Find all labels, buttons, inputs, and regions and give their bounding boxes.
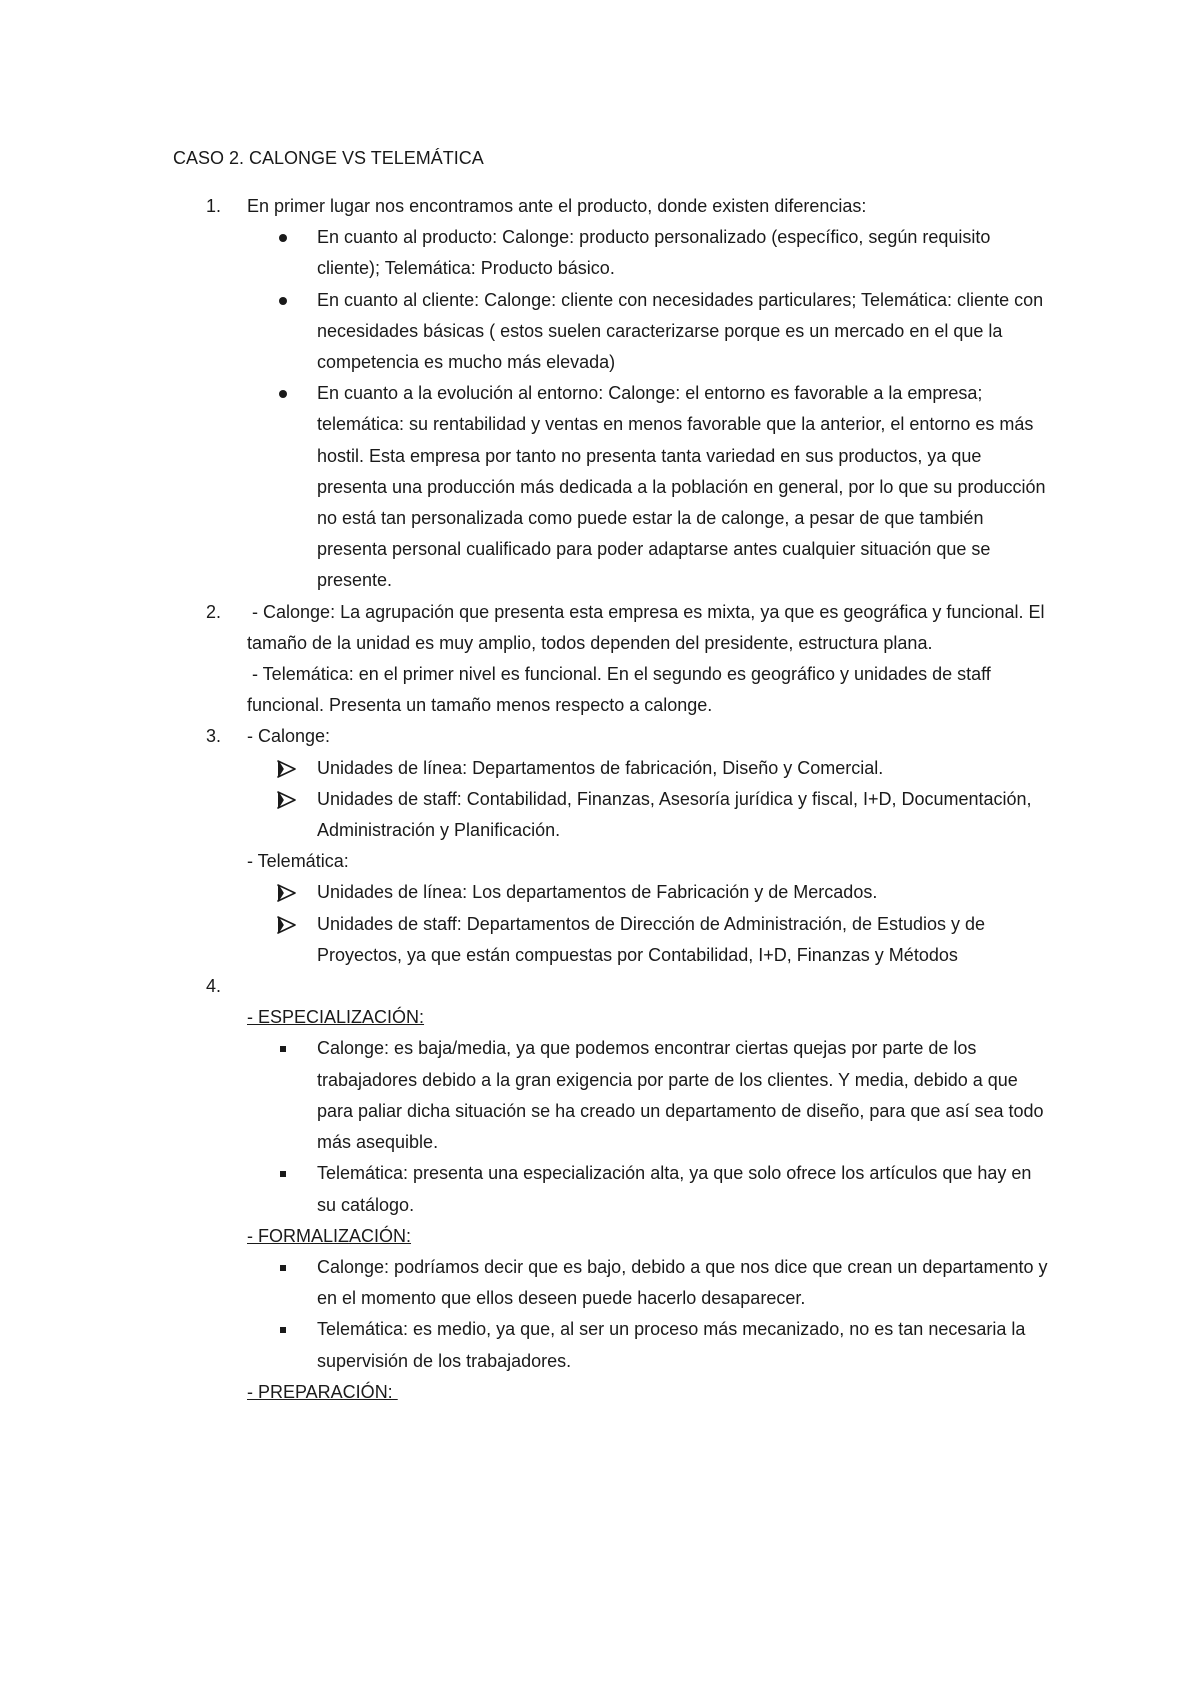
bullet-item <box>247 285 1053 379</box>
item-1-intro: En primer lugar nos encontramos ante el producto, donde existen diferencias: <box>247 196 867 216</box>
bullet-item <box>247 753 1053 784</box>
preparacion-heading: - PREPARACIÓN: <box>247 1381 398 1402</box>
bullet-item <box>247 1314 1053 1376</box>
list-number: 2. <box>206 601 222 622</box>
bullet-item <box>247 222 1053 284</box>
bullet-text: Unidades de línea: Los departamentos de Fabricación y de Mercados. <box>317 882 878 903</box>
arrow-bullet-icon <box>277 784 301 815</box>
bullet-item <box>247 1033 1053 1158</box>
bullet-text: Unidades de staff: Departamentos de Dirección de Administración, de Estudios y de Proyectos, ya que están compuestas por Contabilidad, I+D, Finanzas y Métodos <box>317 913 986 965</box>
bullet-item <box>247 1252 1053 1314</box>
bullet-text: Unidades de staff: Contabilidad, Finanzas, Asesoría jurídica y fiscal, I+D, Documentación, Administración y Planificación. <box>317 788 1032 841</box>
round-bullet-icon <box>277 222 301 253</box>
bullet-text: Unidades de línea: Departamentos de fabricación, Diseño y Comercial. <box>317 757 884 778</box>
empty-line <box>247 971 1053 1002</box>
bullet-text: Telemática: presenta una especialización alta, ya que solo ofrece los artículos que hay en su catálogo. <box>317 1163 1032 1215</box>
bullet-text: En cuanto al producto: Calonge: producto personalizado (específico, según requisito cliente); Telemática: Producto básico. <box>317 227 991 279</box>
bullet-item <box>247 784 1053 846</box>
list-item-2 <box>173 597 1053 722</box>
item-2-telematica-paragraph: - Telemática: en el primer nivel es funcional. En el segundo es geográfico y unidades de staff funcional. Presenta un tamaño menos respecto a calonge. <box>247 664 996 716</box>
list-number: 3. <box>206 726 222 747</box>
item-3-calonge-label: - Calonge: <box>247 726 331 747</box>
document-body <box>173 191 1053 1408</box>
document-title: CASO 2. CALONGE VS TELEMÁTICA <box>173 148 484 168</box>
square-bullet-icon <box>277 1314 301 1345</box>
list-item-4 <box>173 971 1053 1408</box>
list-number: 1. <box>206 196 222 216</box>
bullet-item <box>247 1158 1053 1220</box>
item-3-telematica-label: - Telemática: <box>247 851 349 872</box>
bullet-item <box>247 877 1053 908</box>
arrow-bullet-icon <box>277 909 301 940</box>
bullet-text: En cuanto al cliente: Calonge: cliente con necesidades particulares; Telemática: cliente con necesidades básicas ( estos suelen caracterizarse porque es un mercado en el que la competencia es mucho más elevada) <box>317 289 1044 373</box>
bullet-text: Telemática: es medio, ya que, al ser un proceso más mecanizado, no es tan necesaria la supervisión de los trabajadores. <box>317 1319 1026 1371</box>
arrow-bullet-icon <box>277 877 301 908</box>
bullet-text: En cuanto a la evolución al entorno: Calonge: el entorno es favorable a la empresa; telemática: su rentabilidad y ventas en menos favorable que la anterior, el entorno es más hostil. Esta empresa por tanto no presenta tanta variedad en sus productos, ya que presenta una producción más dedicada a la población en general, por lo que su producción no está tan personalizada como puede estar la de calonge, a pesar de que también presenta personal cualificado para poder adaptarse antes cualquier situación que se presente. <box>317 383 1046 591</box>
square-bullet-icon <box>277 1033 301 1064</box>
bullet-text: Calonge: podríamos decir que es bajo, debido a que nos dice que crean un departamento y en el momento que ellos deseen puede hacerlo desaparecer. <box>317 1256 1048 1309</box>
bullet-item <box>247 909 1053 971</box>
round-bullet-icon <box>277 285 301 316</box>
formalizacion-heading: - FORMALIZACIÓN: <box>247 1225 412 1246</box>
bullet-item <box>247 378 1053 596</box>
list-number: 4. <box>206 976 222 997</box>
list-item-1 <box>173 191 1053 597</box>
arrow-bullet-icon <box>277 753 301 784</box>
especializacion-heading: - ESPECIALIZACIÓN: <box>247 1007 425 1028</box>
square-bullet-icon <box>277 1158 301 1189</box>
list-item-3 <box>173 721 1053 971</box>
bullet-text: Calonge: es baja/media, ya que podemos encontrar ciertas quejas por parte de los trabajadores debido a la gran exigencia por parte de los clientes. Y media, debido a que para paliar dicha situación se ha creado un departamento de diseño, para que así sea todo más asequible. <box>317 1038 1044 1153</box>
item-2-calonge-paragraph: - Calonge: La agrupación que presenta esta empresa es mixta, ya que es geográfica y funcional. El tamaño de la unidad es muy amplio, todos dependen del presidente, estructura plana. <box>247 601 1050 653</box>
square-bullet-icon <box>277 1252 301 1283</box>
round-bullet-icon <box>277 378 301 409</box>
